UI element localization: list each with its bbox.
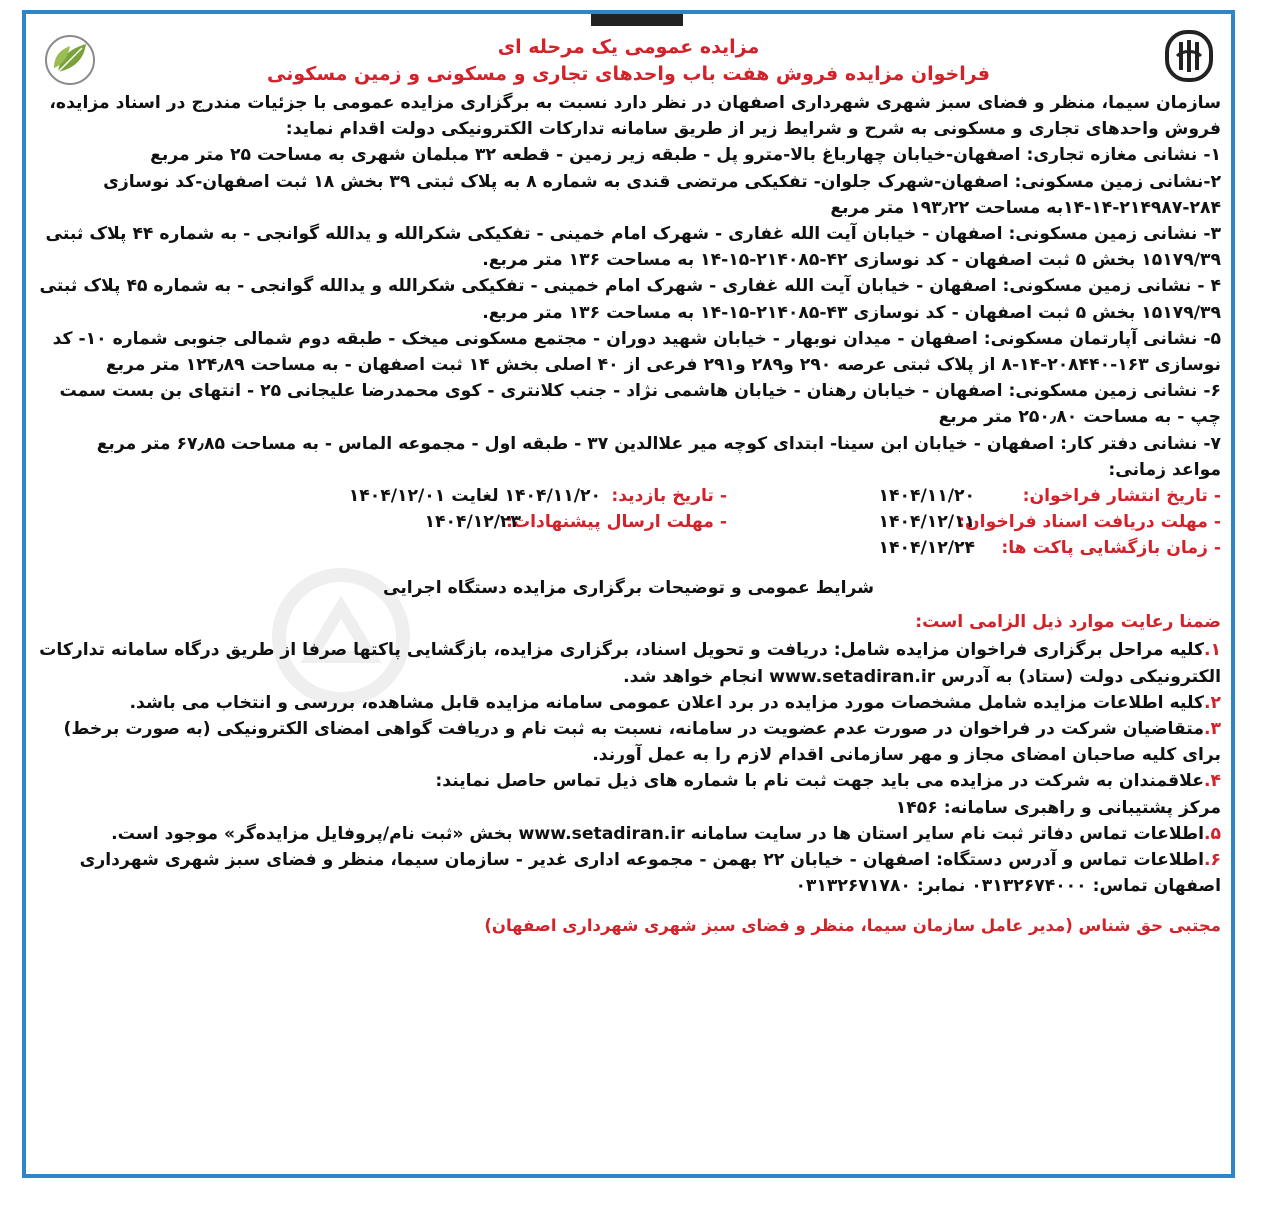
- conditions-heading: شرایط عمومی و توضیحات برگزاری مزایده دستگاه اجرایی: [382, 578, 875, 599]
- condition-5: [36, 821, 1221, 847]
- visit-date-value: ۱۴۰۴/۱۱/۲۰ لغایت ۱۴۰۴/۱۲/۰۱: [348, 486, 601, 507]
- condition-number: ۳.: [1203, 719, 1221, 740]
- notice-subtitle: فراخوان مزایده فروش هفت باب واحدهای تجاری و مسکونی و زمین مسکونی: [267, 63, 990, 85]
- conditions-subheading: ضمنا رعایت موارد ذیل الزامی است:: [915, 612, 1221, 633]
- item-4: ۴ - نشانی زمین مسکونی: اصفهان - خیابان آیت الله غفاری - شهرک امام خمینی - تفکیکی شکرالله و یدالله گوانجی - به شماره ۴۵ پلاک ثبتی ۱۵۱۷۹/۳۹ بخش ۵ ثبت اصفهان - کد نوسازی ۴۳-۲۱۴۰۸۵-۱۵-۱۴ به مساحت ۱۳۶ متر مربع.: [39, 276, 1221, 323]
- condition-text: کلیه مراحل برگزاری فراخوان مزایده شامل: دریافت و تحویل اسناد، برگزاری مزایده، بازگشایی پاکتها صرفا از طریق درگاه سامانه تدارکات الکترونیکی دولت (ستاد) به آدرس www.setadiran.ir انجام خواهد شد.: [39, 640, 1221, 687]
- item-5: ۵- نشانی آپارتمان مسکونی: اصفهان - میدان نوبهار - خیابان شهید دوران - مجتمع مسکونی میخک - طبقه دوم شمالی جنوبی شماره ۱۰- کد نوسازی ۱۶۳-۲۰۸۴۴۰-۱۴-۸ از پلاک ثبتی عرصه ۲۹۰ و۲۸۹ و۲۹۱ فرعی از ۴۰ اصلی بخش ۱۴ ثبت اصفهان - به مساحت ۱۲۴٫۸۹ متر مربع: [52, 328, 1221, 376]
- docs-deadline-value: ۱۴۰۴/۱۲/۱۱: [878, 512, 975, 533]
- notice-title: مزایده عمومی یک مرحله ای: [497, 36, 760, 58]
- notice-frame: [22, 10, 1235, 1178]
- condition-number: ۲.: [1203, 692, 1221, 713]
- item-3: ۳- نشانی زمین مسکونی: اصفهان - خیابان آیت الله غفاری - شهرک امام خمینی - تفکیکی شکرالله و یدالله گوانجی - به شماره ۴۴ پلاک ثبتی ۱۵۱۷۹/۳۹ بخش ۵ ثبت اصفهان - کد نوسازی ۴۲-۲۱۴۰۸۵-۱۵-۱۴ به مساحت ۱۳۶ متر مربع.: [45, 224, 1221, 271]
- condition-4: [36, 768, 1221, 794]
- condition-number: ۶.: [1203, 850, 1221, 871]
- condition-text: کلیه اطلاعات مزایده شامل مشخصات مورد مزایده در برد اعلان عمومی سامانه مزایده قابل مشاهده، بررسی و انتخاب می باشد.: [129, 692, 1204, 713]
- publish-date-value: ۱۴۰۴/۱۱/۲۰: [878, 486, 975, 507]
- condition-text: مرکز پشتیبانی و راهبری سامانه: ۱۴۵۶: [895, 797, 1221, 818]
- item-2: ۲-نشانی زمین مسکونی: اصفهان-شهرک جلوان- تفکیکی مرتضی قندی به شماره ۸ به پلاک ثبتی ۳۹ بخش ۱۸ ثبت اصفهان-کد نوسازی ۲۸۴-۲۱۴۹۸۷-۱۴-۱۴به مساحت ۱۹۳٫۲۲ متر مربع: [103, 171, 1221, 218]
- item-1: ۱- نشانی مغازه تجاری: اصفهان-خیابان چهارباغ بالا-مترو پل - طبقه زیر زمین - قطعه ۳۲ مبلمان شهری به مساحت ۲۵ متر مربع: [150, 145, 1221, 166]
- offers-deadline-value: ۱۴۰۴/۱۲/۲۳: [424, 512, 521, 533]
- condition-text: علاقمندان به شرکت در مزایده می باید جهت ثبت نام با شماره های ذیل تماس حاصل نمایند:: [435, 771, 1204, 792]
- condition-1: [36, 637, 1221, 689]
- condition-number: ۵.: [1203, 823, 1221, 844]
- publish-date-label: - تاریخ انتشار فراخوان:: [1022, 486, 1221, 507]
- support-center: [36, 795, 1221, 821]
- offers-deadline-label: - مهلت ارسال پیشنهادات:: [506, 512, 727, 533]
- condition-number: ۴.: [1203, 771, 1221, 792]
- condition-number: ۱.: [1203, 640, 1221, 661]
- top-bar: [591, 14, 683, 26]
- condition-text: اطلاعات تماس و آدرس دستگاه: اصفهان - خیابان ۲۲ بهمن - مجموعه اداری غدیر - سازمان سیما، منظر و فضای سبز شهری شهرداری اصفهان تماس: ۰۳۱۳۲۶۷۴۰۰۰ نمابر: ۰۳۱۳۲۶۷۱۷۸۰: [79, 850, 1221, 897]
- signature: مجتبی حق شناس (مدیر عامل سازمان سیما، منظر و فضای سبز شهری شهرداری اصفهان): [484, 916, 1221, 936]
- intro-paragraph: سازمان سیما، منظر و فضای سبز شهری شهرداری اصفهان در نظر دارد نسبت به برگزاری مزایده عمومی با جزئیات مندرج در اسناد مزایده، فروش واحدهای تجاری و مسکونی به شرح و شرایط زیر از طریق سامانه تدارکات الکترونیکی دولت اقدام نماید:: [49, 93, 1221, 140]
- opening-time-value: ۱۴۰۴/۱۲/۲۴: [878, 538, 975, 559]
- dates-block: [36, 483, 1221, 563]
- opening-time-label: - زمان بازگشایی پاکت ها:: [1001, 538, 1221, 559]
- item-7: ۷- نشانی دفتر کار: اصفهان - خیابان ابن سینا- ابتدای کوچه میر علاالدین ۳۷ - طبقه اول - مجموعه الماس - به مساحت ۶۷٫۸۵ متر مربع: [96, 433, 1221, 454]
- condition-3: [36, 716, 1221, 768]
- notice-content: [36, 34, 1221, 940]
- condition-2: [36, 690, 1221, 716]
- docs-deadline-label: - مهلت دریافت اسناد فراخوان:: [958, 512, 1221, 533]
- condition-text: متقاضیان شرکت در فراخوان در صورت عدم عضویت در سامانه، نسبت به ثبت نام و دریافت گواهی امضای الکترونیکی (به صورت برخط) برای کلیه صاحبان امضای مجاز و مهر سازمانی اقدام لازم را به عمل آورند.: [63, 719, 1221, 766]
- condition-6: [36, 847, 1221, 899]
- visit-date-label: - تاریخ بازدید:: [611, 486, 727, 507]
- item-6: ۶- نشانی زمین مسکونی: اصفهان - خیابان رهنان - خیابان هاشمی نژاد - جنب کلانتری - کوی محمدرضا علیجانی ۲۵ - انتهای بن بست سمت چپ - به مساحت ۲۵۰٫۸۰ متر مربع: [59, 381, 1221, 428]
- condition-text: اطلاعات تماس دفاتر ثبت نام سایر استان ها در سایت سامانه www.setadiran.ir بخش «ثبت نام/پروفایل مزایده‌گر» موجود است.: [111, 823, 1204, 844]
- dates-heading: مواعد زمانی:: [1108, 459, 1221, 480]
